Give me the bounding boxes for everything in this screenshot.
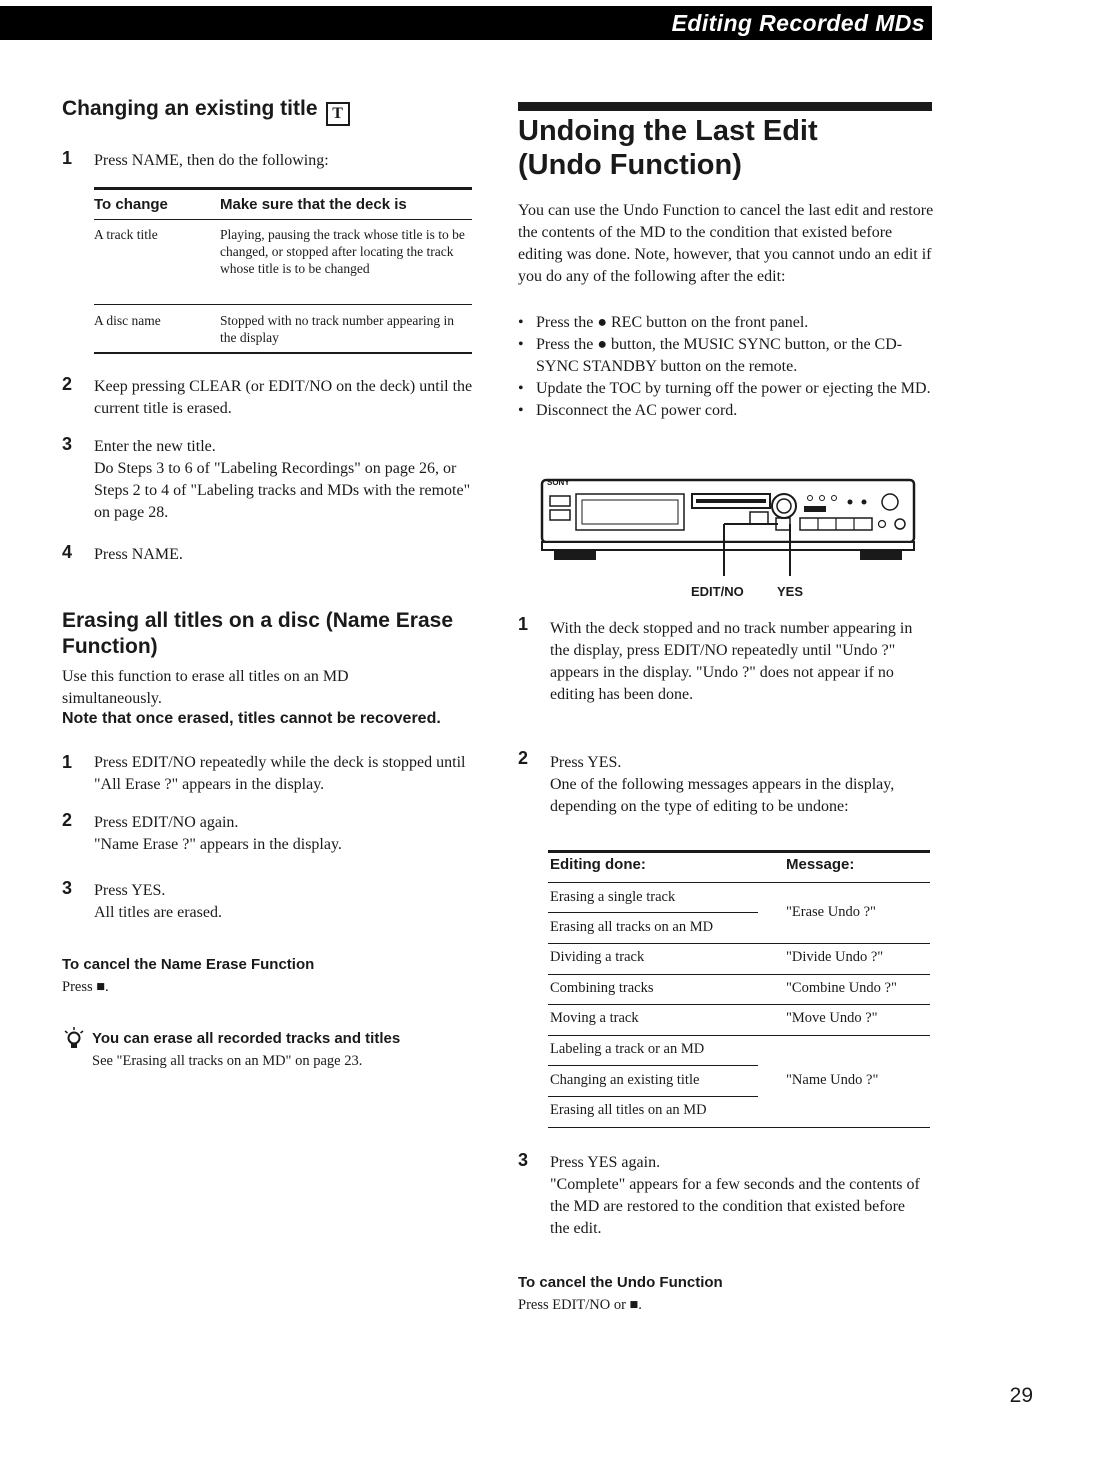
erasing-intro: Use this function to erase all titles on an MD simultaneously. [62,668,349,707]
table-cell: "Erase Undo ?" [786,904,876,920]
step-text: Keep pressing CLEAR (or EDIT/NO on the deck) until the current title is erased. [94,378,473,417]
step-number: 3 [62,434,73,454]
step-number: 4 [62,542,73,562]
table-cell: Combining tracks [550,980,654,996]
step-text: Press NAME, then do the following: [94,152,329,169]
table-cell: Erasing all titles on an MD [550,1102,707,1118]
lightbulb-icon [62,1026,86,1052]
table-cell: Dividing a track [550,949,645,965]
step-number: 3 [62,878,73,898]
table-cell: Erasing all tracks on an MD [550,919,714,935]
step-number: 3 [518,1150,529,1170]
table-row-rule [548,1096,758,1097]
cancel-name-erase-heading: To cancel the Name Erase Function [62,956,315,973]
page-number: 29 [1009,1384,1033,1407]
table-bottom-rule [548,1127,930,1128]
table-cell: "Name Undo ?" [786,1072,879,1088]
table-top-rule [94,187,472,190]
table-header-state: Make sure that the deck is [220,196,407,213]
step-number: 1 [518,614,529,634]
undo-bullet-list [518,312,936,422]
table-header-rule [94,219,472,220]
table-cell: "Divide Undo ?" [786,949,884,965]
table-cell: Stopped with no track number appearing in the display [220,313,454,345]
table-row-rule [548,943,930,944]
yes-callout-label: YES [777,584,804,599]
sony-brand-label: SONY [547,478,570,487]
step-number: 1 [62,148,73,168]
table-bottom-rule [94,352,472,354]
table-row-rule [548,1035,930,1036]
erasing-note: Note that once erased, titles cannot be recovered. [62,710,441,727]
undo-intro: You can use the Undo Function to cancel the last edit and restore the contents of the MD to the condition that existed before editing was done. Note, however, that you cannot undo an edit if you do any of the following after the edit: [518,202,934,285]
section-top-rule [518,102,932,111]
table-cell: Labeling a track or an MD [550,1041,705,1057]
step-text: Press YES again. "Complete" appears for a few seconds and the contents of the MD are restored to the condition that existed before the edit. [550,1154,920,1237]
table-header-change: To change [94,196,168,213]
tip-heading: You can erase all recorded tracks and titles [92,1030,401,1047]
step-text: Press EDIT/NO again. "Name Erase ?" appears in the display. [94,814,342,853]
cancel-undo-text: Press EDIT/NO or ■. [518,1297,642,1313]
table-row-rule [548,974,930,975]
table-cell: "Combine Undo ?" [786,980,897,996]
step-number: 2 [518,748,529,768]
step-text: With the deck stopped and no track number appearing in the display, press EDIT/NO repeatedly until "Undo ?" appears in the display. "Undo ?" does not appear if no editing has been done. [550,620,913,703]
table-cell: Moving a track [550,1010,639,1026]
step-text: Press YES. All titles are erased. [94,882,222,921]
table-cell: Playing, pausing the track whose title is to be changed, or stopped after locating the track whose title is to be changed [220,227,465,276]
edit-no-callout-label: EDIT/NO [691,584,744,599]
cancel-name-erase-text: Press ■. [62,979,109,995]
undo-title: Undoing the Last Edit (Undo Function) [518,115,818,181]
table-row-rule [548,912,758,913]
table-row-rule [548,1065,758,1066]
table-header-rule [548,882,930,883]
step-text: Enter the new title. Do Steps 3 to 6 of "Labeling Recordings" on page 26, or Steps 2 to 4 of "Labeling tracks and MDs with the remote" on page 28. [94,438,471,521]
step-text: Press NAME. [94,546,183,563]
table-header-message: Message: [786,856,855,873]
changing-title-heading: Changing an existing title T [62,96,350,126]
cancel-undo-heading: To cancel the Undo Function [518,1274,723,1291]
table-cell: "Move Undo ?" [786,1010,878,1026]
step-text: Press YES. One of the following messages appears in the display, depending on the type of editing to be undone: [550,754,895,815]
list-item: • Press the ● button, the MUSIC SYNC button, or the CD-SYNC STANDBY button on the remote. [518,336,903,375]
list-item: • Disconnect the AC power cord. [518,402,738,419]
table-header-editing: Editing done: [550,856,646,873]
step-number: 2 [62,810,73,830]
table-cell: Changing an existing title [550,1072,700,1088]
section-header-title: Editing Recorded MDs [671,10,925,36]
step-number: 2 [62,374,73,394]
step-text: Press EDIT/NO repeatedly while the deck is stopped until "All Erase ?" appears in the display. [94,754,466,793]
erasing-heading: Erasing all titles on a disc (Name Erase Function) [62,609,453,658]
list-item: • Update the TOC by turning off the power or ejecting the MD. [518,380,931,397]
table-top-rule [548,850,930,853]
table-row-rule [94,304,472,305]
title-button-icon: T [326,102,350,126]
table-cell: Erasing a single track [550,889,676,905]
list-item: • Press the ● REC button on the front panel. [518,314,809,331]
tip-text: See "Erasing all tracks on an MD" on page 23. [92,1053,363,1069]
table-row-rule [548,1004,930,1005]
step-number: 1 [62,752,73,772]
table-cell: A track title [94,227,158,242]
table-cell: A disc name [94,313,161,328]
